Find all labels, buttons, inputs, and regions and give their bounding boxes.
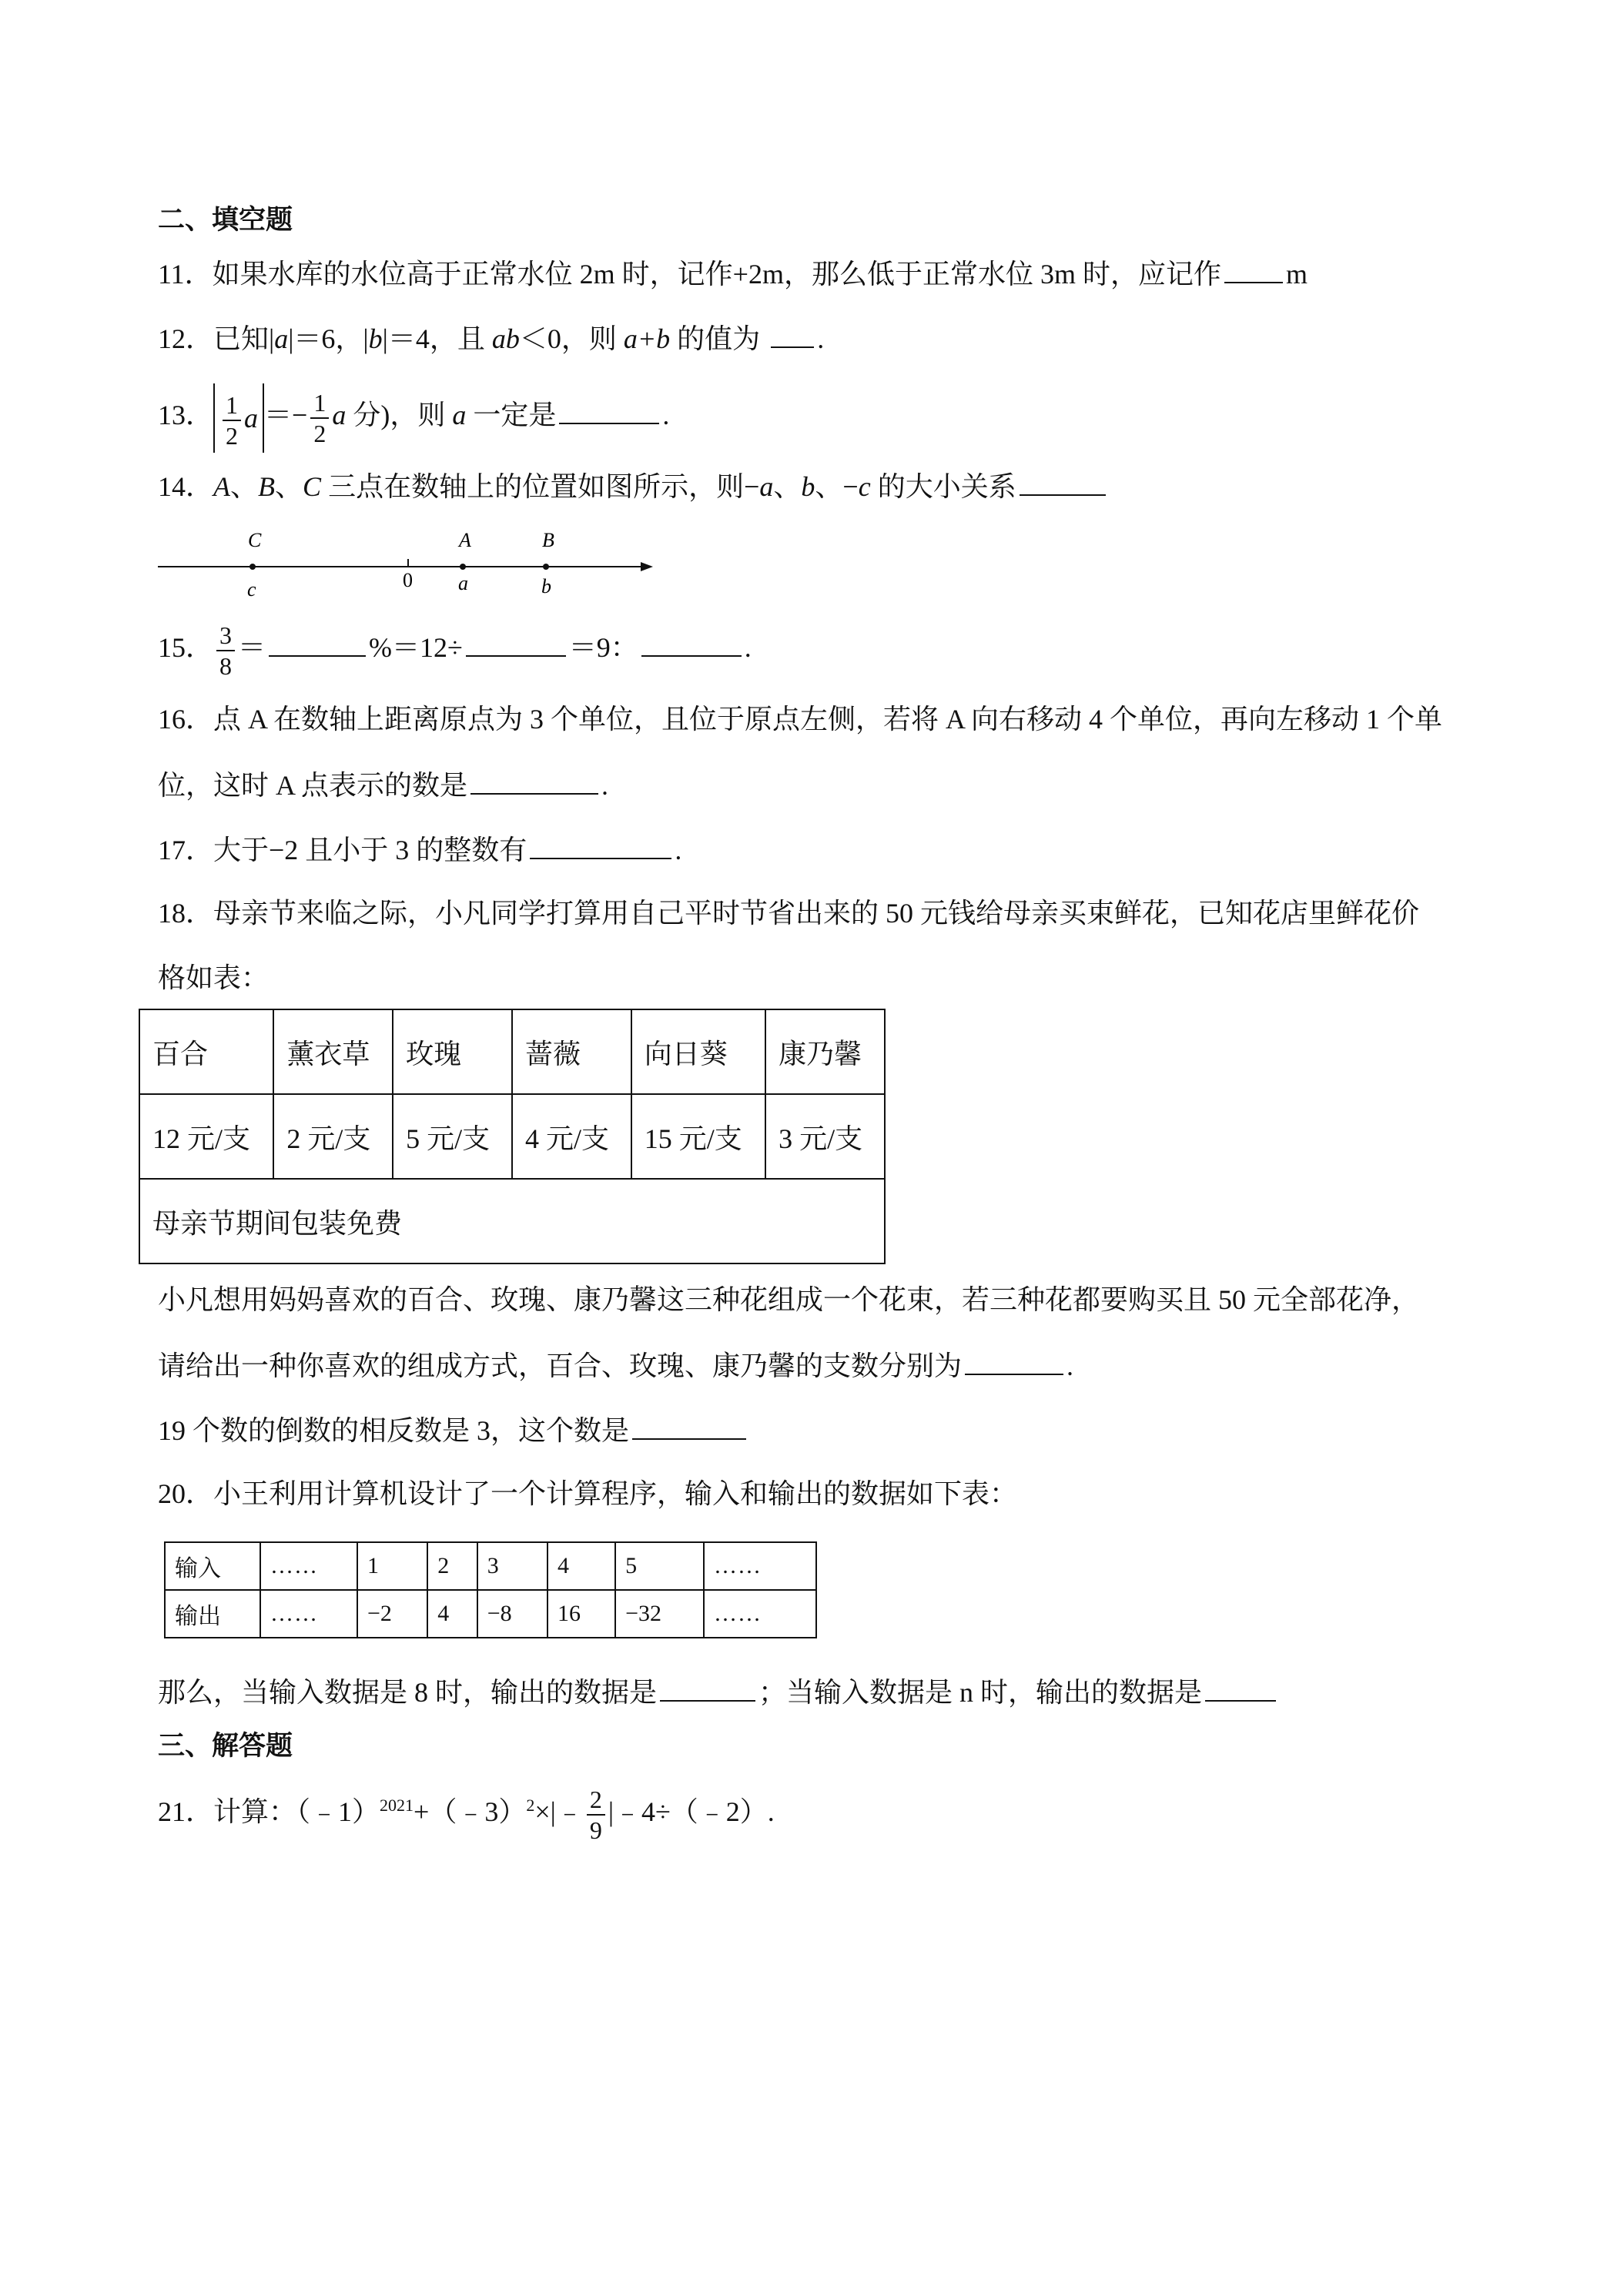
label-A: A <box>459 529 471 551</box>
q12-mid2: |＝4，且 <box>382 323 492 354</box>
q15-blank-3[interactable] <box>641 628 742 657</box>
table-cell: 百合 <box>139 1009 273 1094</box>
question-11 <box>158 254 1308 293</box>
q13-fraction-half: $\frac{1}{2}$ <box>223 390 241 450</box>
question-20-line-1: 20．小王利用计算机设计了一个计算程序，输入和输出的数据如下表： <box>158 1478 1018 1509</box>
question-13: 13． $\frac{1}{2}$ a ＝− $\frac{1}{2}$ a 分)，则 a 一定是 . <box>158 380 669 453</box>
table-cell: 输入 <box>165 1542 260 1590</box>
table-cell: −32 <box>615 1590 704 1638</box>
table-cell: −2 <box>357 1590 427 1638</box>
q13-blank[interactable] <box>559 395 659 424</box>
point-a <box>460 564 466 570</box>
q21-exponent-2021: 2021 <box>380 1796 414 1815</box>
question-18-line-2: 格如表： <box>158 962 270 993</box>
q11-text: 11．如果水库的水位高于正常水位 2m 时，记作+2m，那么低于正常水位 3m 时，应记作 <box>158 259 1221 290</box>
table-row <box>165 1542 816 1590</box>
q14-blank[interactable] <box>1020 467 1106 496</box>
question-20-line-2: 那么，当输入数据是 8 时，输出的数据是 ；当输入数据是 n 时，输出的数据是 <box>158 1672 1279 1711</box>
q12-var-apb: a+b <box>623 323 671 354</box>
table-cell: 16 <box>547 1590 615 1638</box>
label-c: c <box>247 578 256 601</box>
label-zero: 0 <box>403 569 413 591</box>
table-cell: 1 <box>357 1542 427 1590</box>
q15-blank-1[interactable] <box>269 628 366 657</box>
question-21: 21．计算：（﹣1）$^{2021}$+（﹣3）$^2$×|﹣ $\frac{2}{9}$ |﹣4÷（﹣2）. <box>158 1785 775 1844</box>
point-b <box>543 564 549 570</box>
table-row <box>139 1094 885 1179</box>
question-18-line-3: 小凡想用妈妈喜欢的百合、玫瑰、康乃馨这三种花组成一个花束，若三种花都要购买且 50 元全部花净， <box>158 1284 1420 1315</box>
table-cell: 4 元/支 <box>512 1094 631 1179</box>
table-cell: 12 元/支 <box>139 1094 273 1179</box>
table-cell: 15 元/支 <box>631 1094 765 1179</box>
table-cell: 输出 <box>165 1590 260 1638</box>
q11-unit: m <box>1285 259 1308 290</box>
label-B: B <box>542 529 554 551</box>
table-cell: 3 元/支 <box>765 1094 885 1179</box>
table-cell: 玫瑰 <box>393 1009 512 1094</box>
table-cell: 2 元/支 <box>273 1094 393 1179</box>
flower-price-table <box>139 1009 886 1264</box>
table-cell: −8 <box>477 1590 547 1638</box>
q21-exponent-2: 2 <box>526 1796 535 1815</box>
question-12: 12．已知|a|＝6，|b|＝4，且 ab＜0，则 a+b 的值为 . <box>158 319 824 357</box>
q13-tail: 分)，则 <box>346 400 453 430</box>
q12-var-b: b <box>368 323 383 354</box>
q18-blank[interactable] <box>965 1346 1063 1375</box>
table-cell: 薰衣草 <box>273 1009 393 1094</box>
table-cell: …… <box>260 1590 357 1638</box>
table-cell: 康乃馨 <box>765 1009 885 1094</box>
label-a: a <box>458 572 468 594</box>
q12-var-a: a <box>274 323 289 354</box>
point-c <box>249 564 256 570</box>
question-19: 19 个数的倒数的相反数是 3，这个数是 <box>158 1411 749 1449</box>
section-heading-fill: 二、填空题 <box>158 205 293 236</box>
question-18-line-1: 18．母亲节来临之际，小凡同学打算用自己平时节省出来的 50 元钱给母亲买束鲜花，已知花店里鲜花价 <box>158 898 1420 929</box>
table-cell: 5 元/支 <box>393 1094 512 1179</box>
q12-blank[interactable] <box>771 319 814 348</box>
q12-suffix: 的值为 <box>670 323 761 354</box>
question-18-line-4: 请给出一种你喜欢的组成方式，百合、玫瑰、康乃馨的支数分别为 . <box>158 1346 1073 1384</box>
q13-tail2: 一定是 <box>466 400 557 430</box>
table-row <box>139 1179 885 1263</box>
question-16-line-1: 16．点 A 在数轴上距离原点为 3 个单位，且位于原点左侧，若将 A 向右移动 4 个单位，再向左移动 1 个单 <box>158 704 1443 735</box>
table-row <box>139 1009 885 1094</box>
table-cell: 4 <box>427 1590 477 1638</box>
q15-blank-2[interactable] <box>466 628 566 657</box>
io-table <box>164 1541 817 1638</box>
table-note-cell: 母亲节期间包装免费 <box>139 1179 885 1263</box>
table-cell: 蔷薇 <box>512 1009 631 1094</box>
q13-fraction-half-2: $\frac{1}{2}$ <box>310 388 329 448</box>
table-cell: …… <box>704 1590 816 1638</box>
q17-blank[interactable] <box>530 830 671 859</box>
table-cell: 向日葵 <box>631 1009 765 1094</box>
table-cell: …… <box>704 1542 816 1590</box>
question-14: 14．A、B、C 三点在数轴上的位置如图所示，则−a、b、−c 的大小关系 <box>158 467 1109 505</box>
table-cell: …… <box>260 1542 357 1590</box>
q13-eq: ＝− <box>264 400 308 430</box>
label-C: C <box>248 529 262 551</box>
question-15: 15． $\frac{3}{8}$ ＝ %＝12÷ ＝9： . <box>158 621 752 680</box>
number-line-figure <box>154 524 662 608</box>
question-16-line-2: 位，这时 A 点表示的数是 . <box>158 765 608 804</box>
q13-abs-value: $\frac{1}{2}$ a <box>213 383 264 453</box>
q12-mid3: ＜0，则 <box>519 323 624 354</box>
q12-prefix: 12．已知| <box>158 323 275 354</box>
table-cell: 2 <box>427 1542 477 1590</box>
question-17: 17．大于−2 且小于 3 的整数有 . <box>158 830 681 869</box>
section-heading-solve: 三、解答题 <box>158 1731 293 1762</box>
table-cell: 3 <box>477 1542 547 1590</box>
label-b: b <box>541 575 551 597</box>
table-cell: 5 <box>615 1542 704 1590</box>
q20-blank-1[interactable] <box>660 1672 755 1702</box>
q20-blank-2[interactable] <box>1205 1672 1276 1702</box>
table-cell: 4 <box>547 1542 615 1590</box>
q11-blank[interactable] <box>1224 254 1283 283</box>
q13-prefix: 13． <box>158 400 214 430</box>
q16-blank[interactable] <box>470 765 598 795</box>
q15-fraction: $\frac{3}{8}$ <box>216 621 235 681</box>
q19-blank[interactable] <box>632 1411 746 1440</box>
table-row <box>165 1590 816 1638</box>
q12-mid1: |＝6，| <box>288 323 369 354</box>
q21-fraction: $\frac{2}{9}$ <box>587 1785 605 1845</box>
number-line-arrow <box>641 562 653 571</box>
q12-var-ab: ab <box>491 323 520 354</box>
